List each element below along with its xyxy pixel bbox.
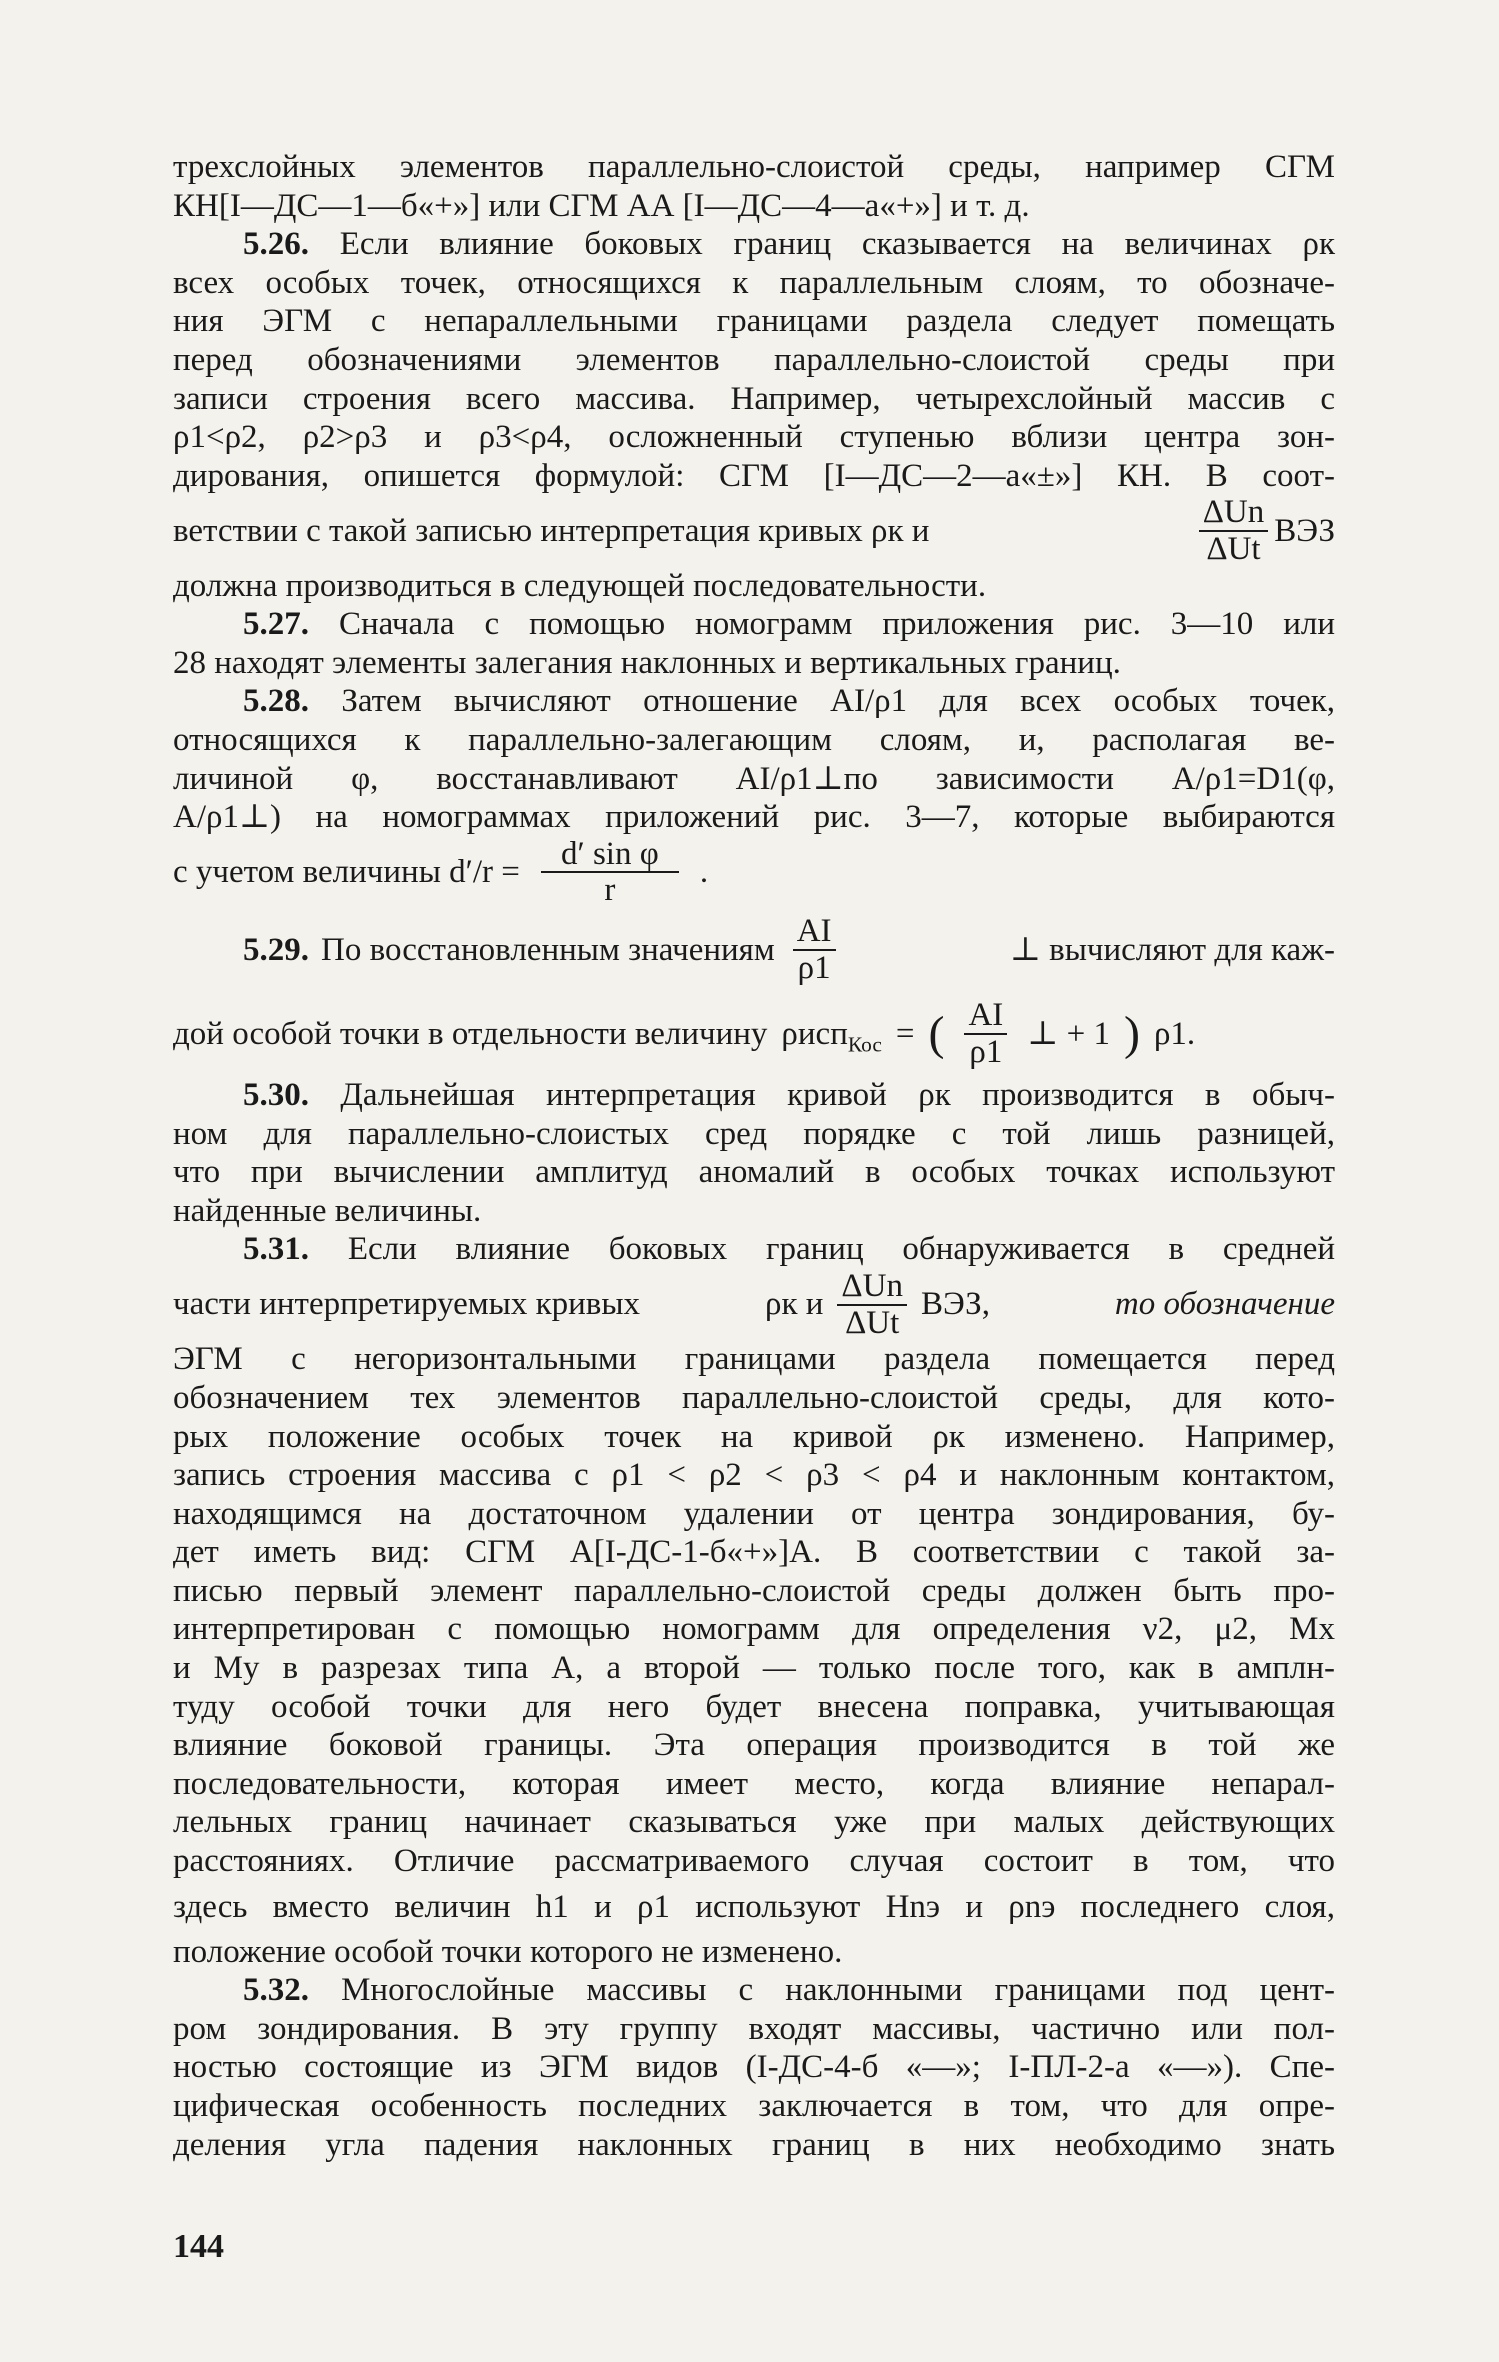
formula-line: [173, 1269, 1335, 1340]
text-line: записи строения всего массива. Например, четырехслойный массив с: [173, 380, 1335, 417]
text-line: расстояниях. Отличие рассматриваемого случая состоит в том, что: [173, 1843, 1335, 1880]
text-line: находящимся на достаточном удалении от центра зондирования, бу-: [173, 1495, 1335, 1532]
section-number: 5.26.: [243, 226, 309, 263]
text-fragment: дой особой точки в отдельности величину: [173, 1015, 768, 1052]
text-line: положение особой точки которого не изменено.: [173, 1933, 843, 1970]
section-5-31-first-line: 5.31. Если влияние боковых границ обнаруживается в средней: [243, 1231, 1335, 1268]
formula-line: с учетом величины d′/r = $\frac{\text{d′ sin φ}}{r}$ .: [173, 835, 709, 909]
text-line: найденные величины.: [173, 1192, 482, 1229]
text-line: влияние боковой границы. Эта операция производится в той же: [173, 1727, 1335, 1764]
text-fragment: ветствии с такой записью интерпретация кривых ρк и: [173, 512, 930, 549]
text-line: 28 находят элементы залегания наклонных и вертикальных границ.: [173, 644, 1121, 681]
text-line: личиной φ, восстанавливают AI/ρ1⊥по зависимости A/ρ1=D1(φ,: [173, 760, 1335, 797]
formula-line: [173, 495, 1335, 566]
text-line: запись строения массива с ρ1 < ρ2 < ρ3 < ρ4 и наклонным контактом,: [173, 1457, 1335, 1494]
text-line: писью первый элемент параллельно-слоистой среды должен быть про-: [173, 1572, 1335, 1609]
text-line: A/ρ1⊥) на номограммах приложений рис. 3—7, которые выбираются: [173, 799, 1335, 836]
section-5-27-first-line: 5.27. Сначала с помощью номограмм приложения рис. 3—10 или: [243, 606, 1335, 643]
text-line: туду особой точки для него будет внесена поправка, учитывающая: [173, 1688, 1335, 1725]
text-fragment: ρк и: [764, 1286, 824, 1323]
text-line: здесь вместо величин h1 и ρ1 используют Hnэ и ρnэ последнего слоя,: [173, 1888, 1335, 1925]
text-fragment: то обозначение: [1114, 1286, 1335, 1323]
text-line: ностью состоящие из ЭГМ видов (I-ДС-4-б «—»; I-ПЛ-2-а «—»). Спе-: [173, 2049, 1335, 2086]
section-5-26-first-line: 5.26. Если влияние боковых границ сказывается на величинах ρк: [243, 226, 1336, 263]
text-line: относящихся к параллельно-залегающим слоям, и, располагая ве-: [173, 722, 1335, 758]
text-fragment: ВЭЗ,: [920, 1286, 990, 1323]
section-number: 5.31.: [243, 1231, 309, 1268]
paren-right: ): [1123, 1007, 1140, 1061]
text-line: обозначением тех элементов параллельно-слоистой среды, для кото-: [173, 1379, 1335, 1416]
text-line: цифическая особенность последних заключается в том, что для опре-: [173, 2088, 1335, 2124]
text-line: всех особых точек, относящихся к параллельным слоям, то обозначе-: [173, 264, 1335, 301]
fraction: $\frac{\text{ΔUn}}{\text{ΔUt}}$: [1199, 495, 1269, 566]
text-line: ния ЭГМ с непараллельными границами раздела следует помещать: [173, 303, 1335, 340]
text-line: ром зондирования. В эту группу входят массивы, частично или пол-: [173, 2010, 1335, 2047]
text-line: КН[I—ДС—1—б«+»] или СГМ АА [I—ДС—4—а«+»] и т. д.: [173, 187, 1030, 224]
text-line: рых положение особых точек на кривой ρк изменено. Например,: [173, 1418, 1335, 1455]
section-number: 5.28.: [243, 683, 309, 720]
text-line: перед обозначениями элементов параллельно-слоистой среды при: [173, 341, 1335, 378]
fraction: $\frac{\text{d′ sin φ}}{r}$: [540, 837, 680, 908]
fraction: $\frac{AI}{\rho 1}$: [793, 914, 836, 985]
text-line: дет иметь вид: СГМ А[I-ДС-1-б«+»]А. В соответствии с такой за-: [173, 1534, 1335, 1571]
text-fragment: ⊥ + 1: [1027, 1015, 1110, 1052]
formula-line: [173, 992, 1335, 1076]
section-number: 5.32.: [243, 1972, 309, 2009]
text-line: деления угла падения наклонных границ в них необходимо знать: [173, 2126, 1335, 2163]
text-line: последовательности, которая имеет место, когда влияние непарал-: [173, 1765, 1335, 1802]
text-line: что при вычислении амплитуд аномалий в особых точках используют: [173, 1154, 1335, 1191]
text-line: ЭГМ с негоризонтальными границами раздела помещается перед: [173, 1341, 1335, 1378]
section-number: 5.30.: [243, 1077, 309, 1114]
text-line: интерпретирован с помощью номограмм для определения ν2, μ2, Mx: [173, 1611, 1335, 1648]
rho-kos-symbol: ρисп$_{Кос}$: [781, 1015, 882, 1057]
section-5-32-first-line: 5.32. Многослойные массивы с наклонными границами под цент-: [243, 1972, 1336, 2009]
page-text: [173, 148, 1335, 2164]
text-fragment: с учетом величины d′/r =: [173, 854, 520, 891]
fraction: $\frac{AI}{\rho 1}$: [964, 998, 1007, 1069]
text-line: лельных границ начинает сказываться уже при малых действующих: [173, 1804, 1335, 1841]
text-line: и My в разрезах типа А, а второй — только после того, как в амплн-: [173, 1650, 1335, 1687]
text-line: дирования, опишется формулой: СГМ [I—ДС—2—а«±»] КН. В соот-: [173, 457, 1335, 494]
text-line: ном для параллельно-слоистых сред порядке с той лишь разницей,: [173, 1115, 1335, 1152]
text-fragment: части интерпретируемых кривых: [173, 1286, 641, 1323]
text-line: трехслойных элементов параллельно-слоистой среды, например СГМ: [173, 149, 1335, 185]
fraction: $\frac{\text{ΔUn}}{\text{ΔUt}}$: [837, 1269, 907, 1340]
section-number: 5.29.: [243, 931, 309, 968]
page-number: 144: [173, 2228, 224, 2265]
text-fragment: ⊥ вычисляют для каж-: [1009, 931, 1335, 968]
paren-left: (: [928, 1007, 945, 1061]
text-fragment: По восстановленным значениям: [321, 931, 775, 968]
text-line: должна производиться в следующей последовательности.: [173, 567, 987, 604]
text-fragment: ВЭЗ: [1274, 512, 1335, 549]
section-number: 5.27.: [243, 606, 309, 643]
text-fragment: =: [895, 1015, 915, 1052]
formula-line: [173, 908, 1335, 992]
section-5-30-first-line: 5.30. Дальнейшая интерпретация кривой ρк производится в обыч-: [243, 1077, 1335, 1114]
text-line: ρ1<ρ2, ρ2>ρ3 и ρ3<ρ4, осложненный ступенью вблизи центра зон-: [173, 419, 1335, 456]
text-fragment: ρ1.: [1153, 1015, 1196, 1052]
section-5-28-first-line: 5.28. Затем вычисляют отношение AI/ρ1 для всех особых точек,: [243, 683, 1335, 720]
